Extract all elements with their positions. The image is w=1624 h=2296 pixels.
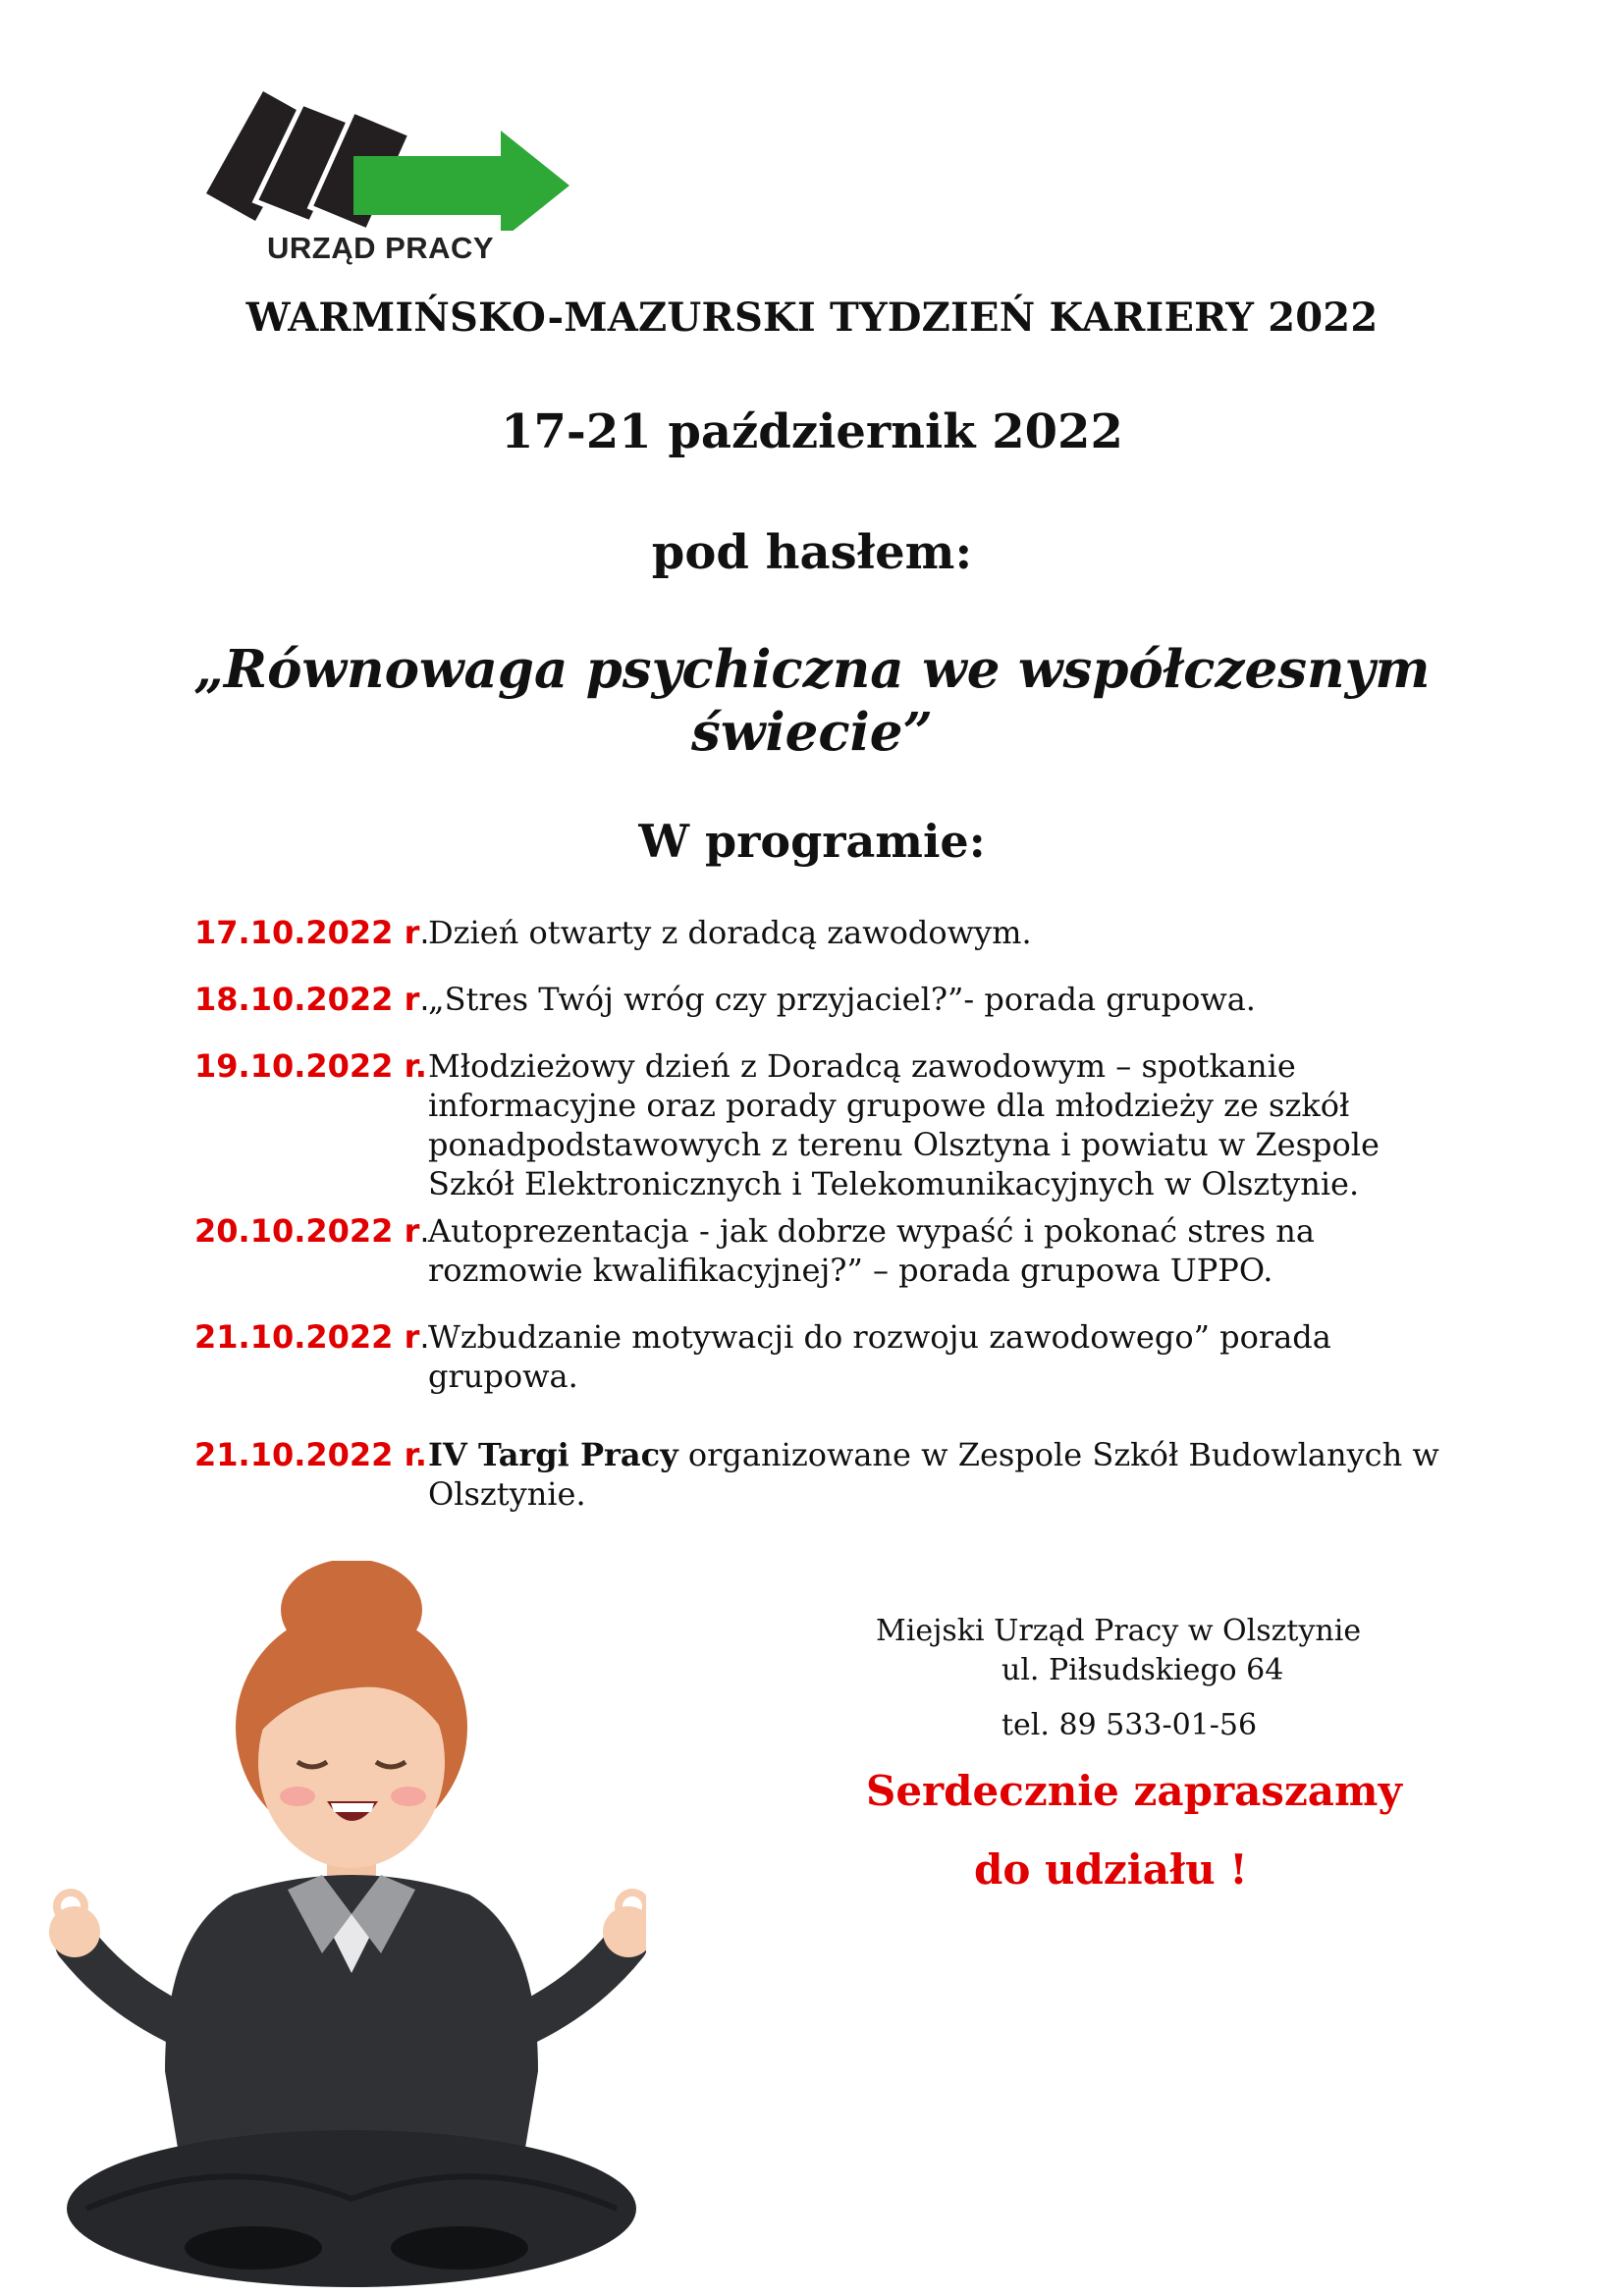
program-entry-date: 21.10.2022 r xyxy=(194,1318,420,1356)
program-entry-text: „Stres Twój wróg czy przyjaciel?”- porada grupowa. xyxy=(428,981,1256,1018)
program-entry-text: Wzbudzanie motywacji do rozwoju zawodowego” porada grupowa. xyxy=(428,1318,1331,1395)
program-entry-date: 18.10.2022 r xyxy=(194,981,420,1018)
program-heading: W programie: xyxy=(638,815,986,868)
office-address: ul. Piłsudskiego 64 xyxy=(1001,1653,1284,1687)
motto-line-2: świecie” xyxy=(691,702,933,763)
event-title: WARMIŃSKO-MAZURSKI TYDZIEŃ KARIERY 2022 xyxy=(245,294,1379,341)
motto-line-1: „Równowaga psychiczna we współczesnym xyxy=(193,639,1431,700)
program-entry-text: Autoprezentacja - jak dobrze wypaść i pokonać stres na rozmowie kwalifikacyjnej?” – porada grupowa UPPO. xyxy=(428,1212,1315,1289)
invitation-line-1: Serdecznie zapraszamy xyxy=(866,1767,1402,1815)
logo-graphic xyxy=(196,83,579,231)
office-phone: tel. 89 533-01-56 xyxy=(1001,1708,1258,1742)
program-entry-text: organizowane w Zespole Szkół Budowlanych w Olsztynie. xyxy=(428,1436,1439,1513)
program-entry-separator: . xyxy=(419,1212,430,1250)
program-entry-separator: . xyxy=(419,914,430,951)
program-entry-date: 17.10.2022 r xyxy=(194,914,420,951)
program-entry xyxy=(194,1317,1451,1396)
program-entry-date: 19.10.2022 r. xyxy=(194,1047,427,1085)
program-entry-text: Młodzieżowy dzień z Doradcą zawodowym – spotkanie informacyjne oraz porady grupowe dla młodzieży ze szkół ponadpodstawowych z terenu Olsztyna i powiatu w Zespole Szkół Elektronicznych i Telekomunikacyjnych w Olsztynie. xyxy=(428,1047,1380,1202)
invitation-line-2: do udziału ! xyxy=(974,1845,1248,1894)
urzad-pracy-logo xyxy=(196,83,579,280)
program-list xyxy=(194,913,1451,1514)
logo-text: URZĄD PRACY xyxy=(267,231,495,265)
program-entry xyxy=(194,1211,1451,1290)
motto-intro: pod hasłem: xyxy=(651,525,973,580)
meditating-woman-illustration xyxy=(27,1561,646,2296)
office-name: Miejski Urząd Pracy w Olsztynie xyxy=(876,1614,1362,1648)
program-entry-separator: . xyxy=(419,1318,430,1356)
program-entry-text: Dzień otwarty z doradcą zawodowym. xyxy=(428,914,1032,951)
program-entry-date: 20.10.2022 r xyxy=(194,1212,420,1250)
event-dates: 17-21 październik 2022 xyxy=(501,404,1123,459)
motto xyxy=(0,638,1624,764)
program-entry-highlight: IV Targi Pracy xyxy=(428,1436,678,1473)
program-entry xyxy=(194,980,1451,1019)
program-entry xyxy=(194,1046,1451,1203)
program-entry-date: 21.10.2022 r. xyxy=(194,1436,427,1473)
program-entry-separator: . xyxy=(419,981,430,1018)
program-entry xyxy=(194,913,1451,952)
program-entry xyxy=(194,1435,1451,1514)
